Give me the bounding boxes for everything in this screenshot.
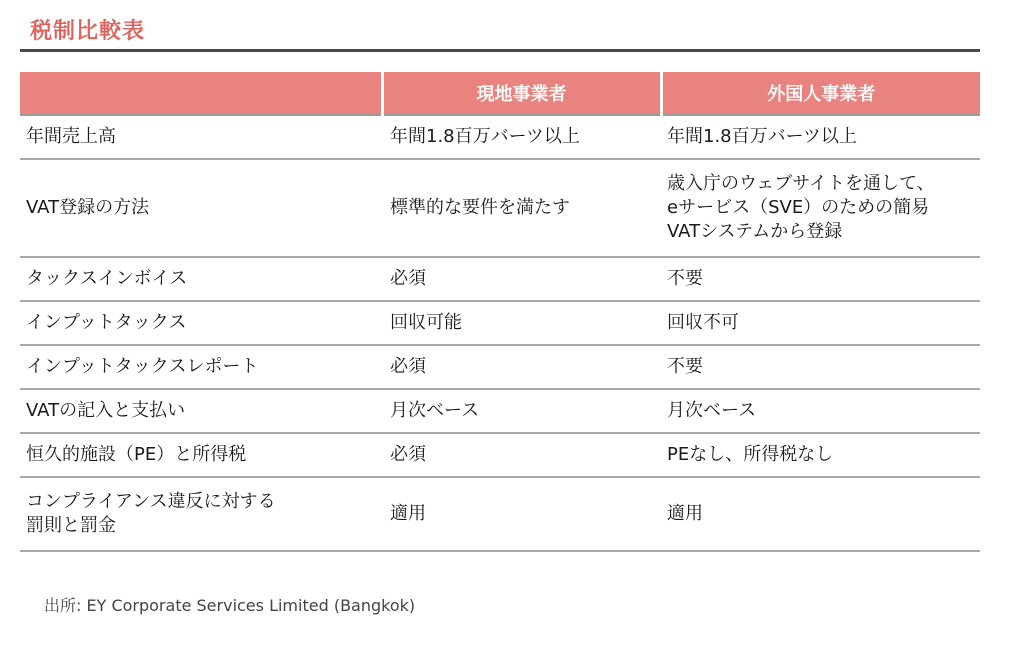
table-row — [20, 345, 980, 389]
table-row — [20, 159, 980, 257]
cell-local: 必須 — [382, 345, 661, 389]
cell-local: 月次ベース — [382, 389, 661, 433]
cell-local: 必須 — [382, 257, 661, 301]
cell-local: 適用 — [382, 477, 661, 551]
cell-local: 必須 — [382, 433, 661, 477]
cell-local: 回収可能 — [382, 301, 661, 345]
header-local-business: 現地事業者 — [382, 72, 661, 115]
row-label: 恒久的施設（PE）と所得税 — [20, 433, 382, 477]
table-row — [20, 433, 980, 477]
cell-local: 標準的な要件を満たす — [382, 159, 661, 257]
cell-foreign: 適用 — [661, 477, 980, 551]
table-row — [20, 115, 980, 159]
table-row — [20, 301, 980, 345]
table-row — [20, 477, 980, 551]
row-label: インプットタックス — [20, 301, 382, 345]
row-label: 年間売上高 — [20, 115, 382, 159]
table-row — [20, 389, 980, 433]
row-label: インプットタックスレポート — [20, 345, 382, 389]
cell-foreign: 不要 — [661, 345, 980, 389]
row-label: VATの記入と支払い — [20, 389, 382, 433]
cell-foreign: 回収不可 — [661, 301, 980, 345]
row-label: コンプライアンス違反に対する 罰則と罰金 — [20, 477, 382, 551]
cell-foreign: 年間1.8百万バーツ以上 — [661, 115, 980, 159]
cell-foreign: 歳入庁のウェブサイトを通して、 eサービス（SVE）のための簡易 VATシステムから登録 — [661, 159, 980, 257]
comparison-table — [20, 72, 980, 552]
header-blank — [20, 72, 382, 115]
row-label: タックスインボイス — [20, 257, 382, 301]
source-note: 出所: EY Corporate Services Limited (Bangkok) — [44, 596, 416, 615]
header-foreign-business: 外国人事業者 — [661, 72, 980, 115]
cell-foreign: 不要 — [661, 257, 980, 301]
cell-foreign: PEなし、所得税なし — [661, 433, 980, 477]
page-title: 税制比較表 — [30, 19, 146, 44]
cell-local: 年間1.8百万バーツ以上 — [382, 115, 661, 159]
cell-foreign: 月次ベース — [661, 389, 980, 433]
title-divider — [20, 49, 980, 52]
table-row — [20, 257, 980, 301]
row-label: VAT登録の方法 — [20, 159, 382, 257]
table-header-row — [20, 72, 980, 115]
